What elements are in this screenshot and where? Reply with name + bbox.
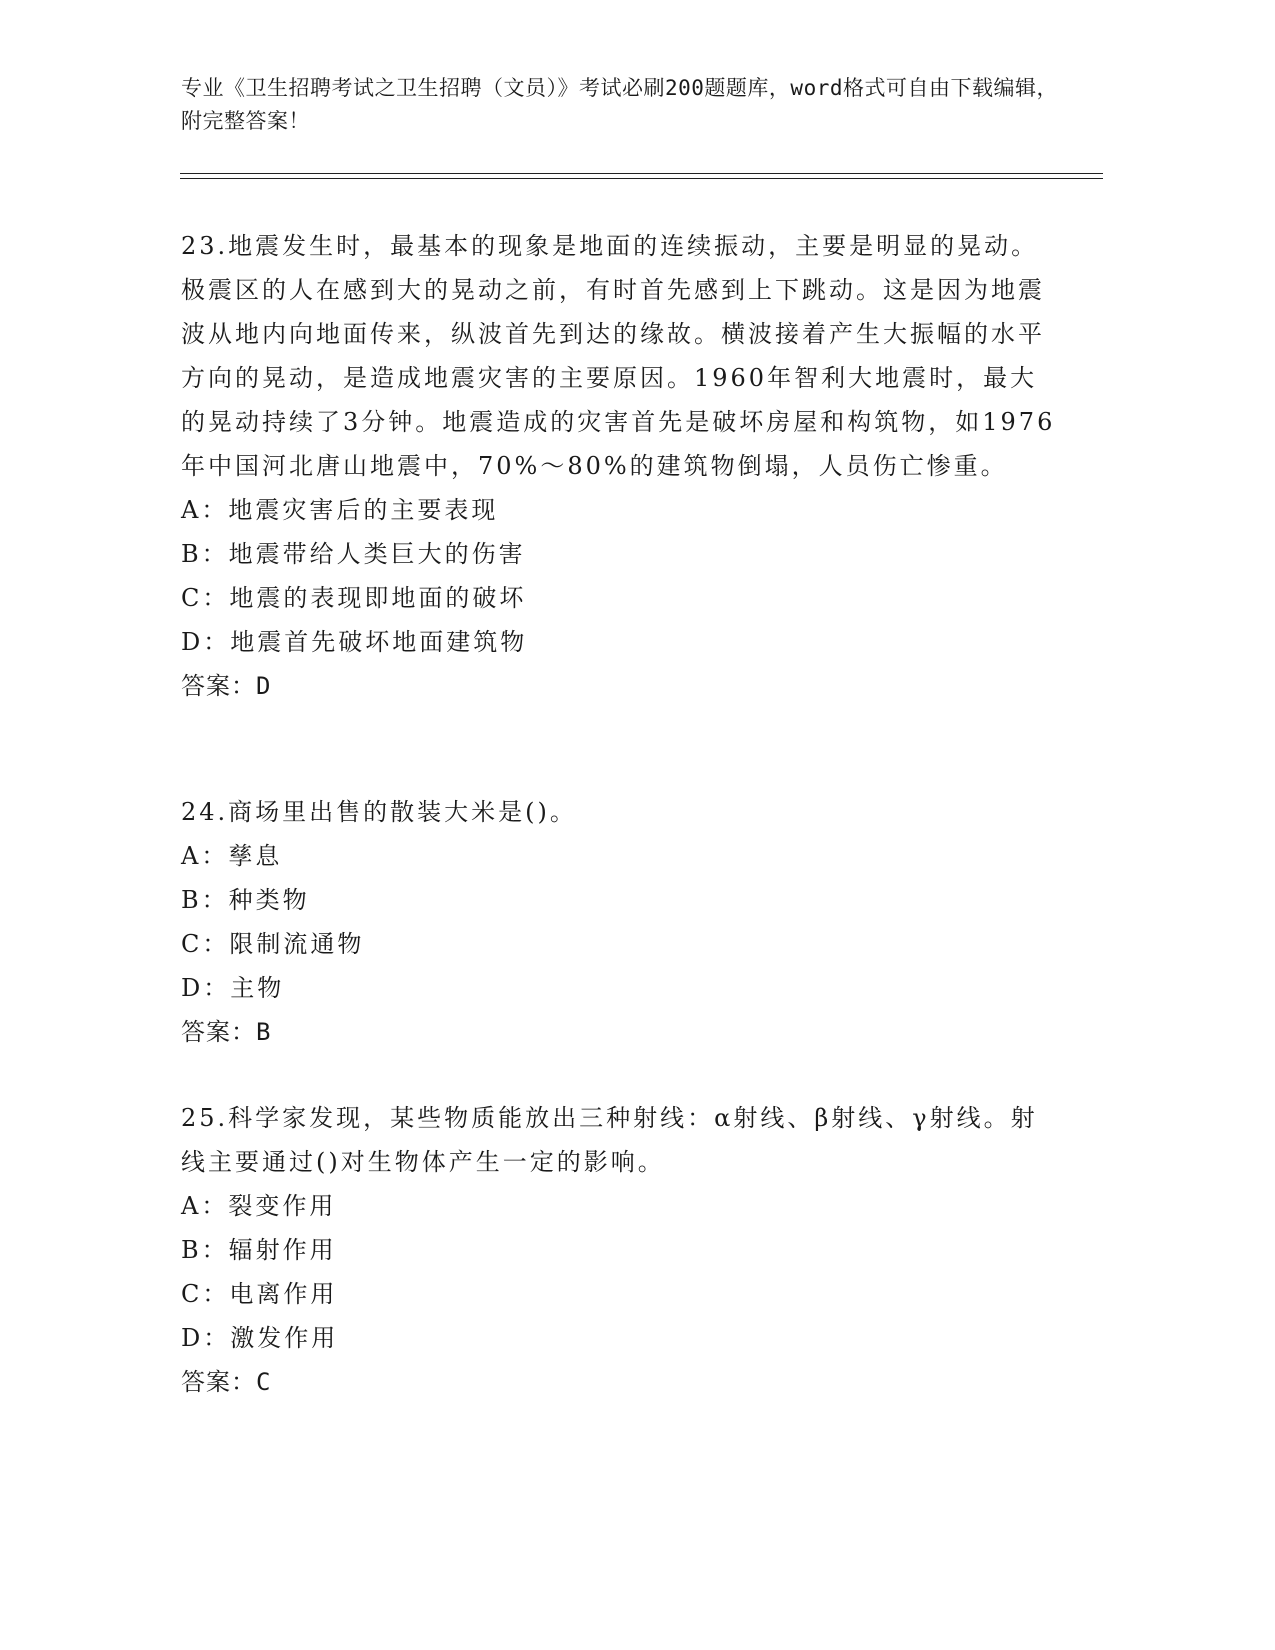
header-rule-top — [180, 173, 1103, 174]
option-b: B：辐射作用 — [181, 1236, 337, 1264]
option-b: B：种类物 — [181, 886, 310, 914]
question-stem: 24.商场里出售的散装大米是()。 — [181, 798, 577, 826]
header-rule-bottom — [180, 178, 1103, 179]
option-a: A：地震灾害后的主要表现 — [181, 496, 499, 524]
answer: 答案：C — [181, 1368, 272, 1396]
question-stem: 23.地震发生时，最基本的现象是地面的连续振动，主要是明显的晃动。极震区的人在感到大的晃动之前，有时首先感到上下跳动。这是因为地震波从地内向地面传来，纵波首先到达的缘故。横波接着产生大振幅的水平方向的晃动，是造成地震灾害的主要原因。1960年智利大地震时，最大的晃动持续了3分钟。地震造成的灾害首先是破坏房屋和构筑物，如1976年中国河北唐山地震中，70%～80%的建筑物倒塌，人员伤亡惨重。 — [181, 232, 1056, 480]
option-c: C：电离作用 — [181, 1280, 338, 1308]
option-b: B：地震带给人类巨大的伤害 — [181, 540, 526, 568]
option-d: D：地震首先破坏地面建筑物 — [181, 628, 528, 656]
option-a: A：裂变作用 — [181, 1192, 337, 1220]
answer: 答案：D — [181, 672, 272, 700]
option-d: D：激发作用 — [181, 1324, 339, 1352]
answer: 答案：B — [181, 1018, 272, 1046]
option-a: A：孳息 — [181, 842, 283, 870]
question-stem: 25.科学家发现，某些物质能放出三种射线：α射线、β射线、γ射线。射线主要通过()对生物体产生一定的影响。 — [181, 1104, 1038, 1176]
document-header: 专业《卫生招聘考试之卫生招聘（文员）》考试必刷200题题库，word格式可自由下载编辑，附完整答案！ — [181, 76, 1058, 133]
question-23 — [181, 224, 1061, 708]
question-24 — [181, 790, 1061, 1054]
option-d: D：主物 — [181, 974, 285, 1002]
option-c: C：限制流通物 — [181, 930, 365, 958]
question-25 — [181, 1096, 1061, 1404]
option-c: C：地震的表现即地面的破坏 — [181, 584, 527, 612]
